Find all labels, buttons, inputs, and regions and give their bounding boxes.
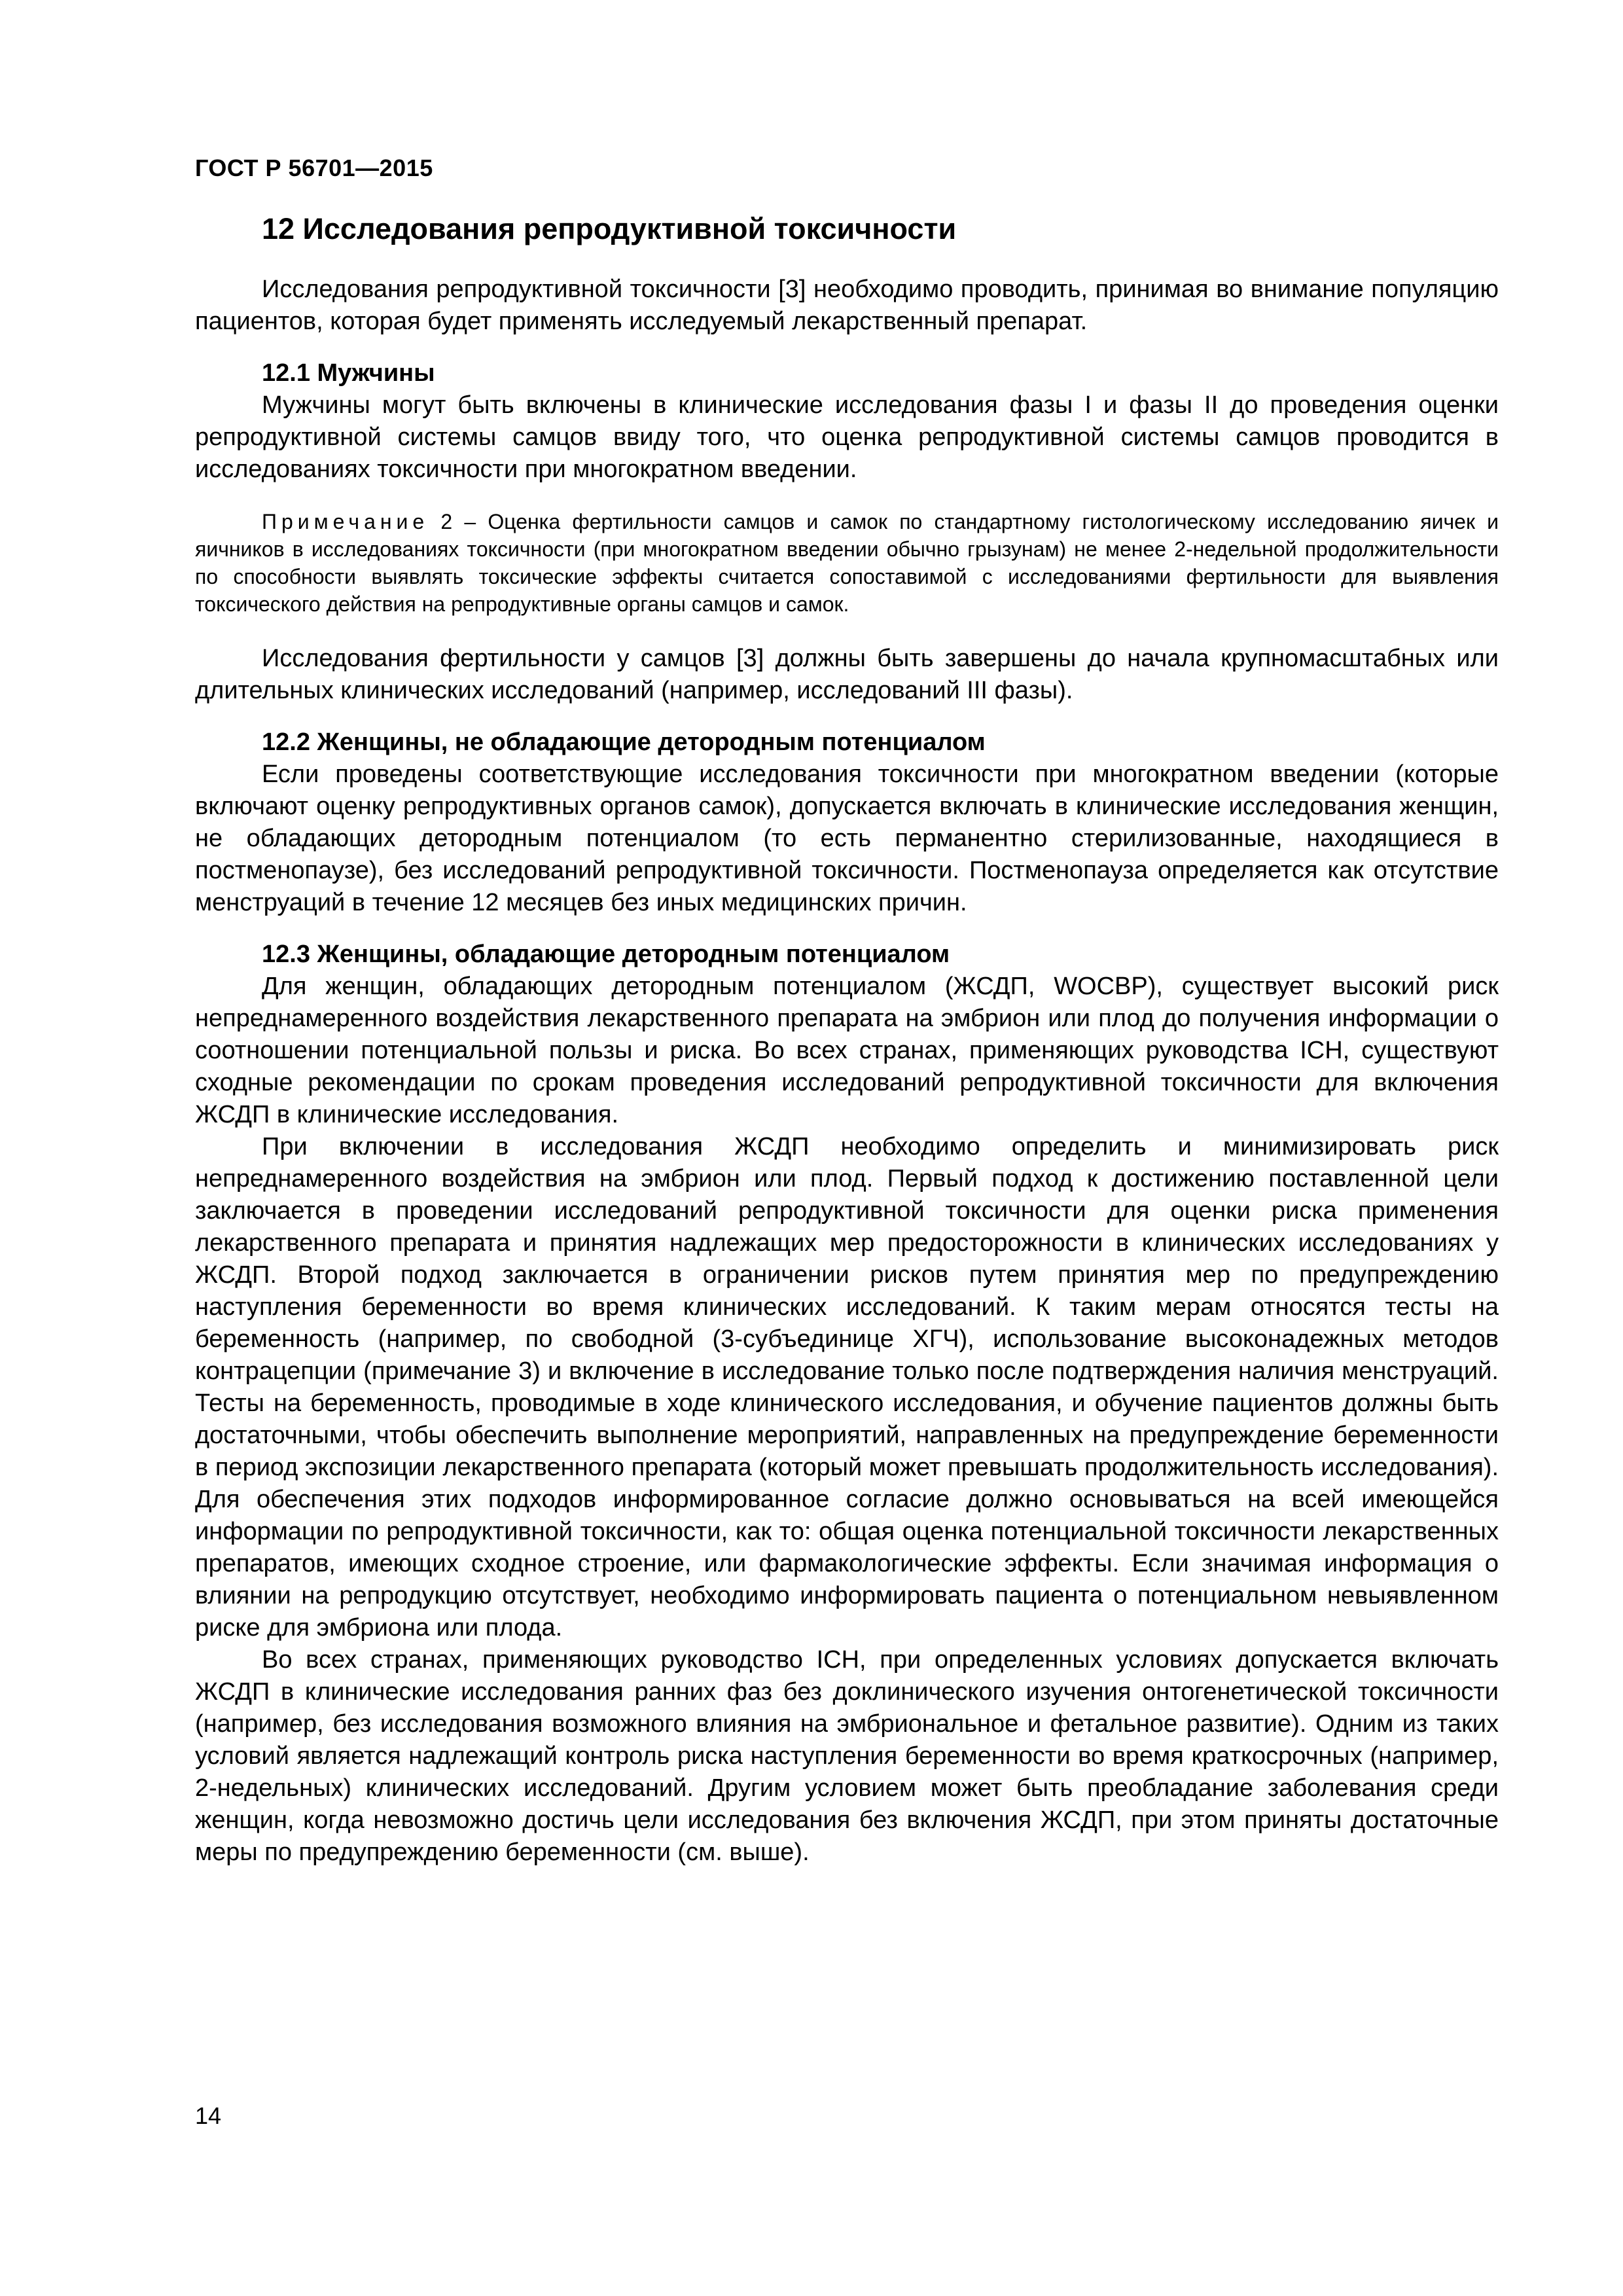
- subsection-women-childbearing: [195, 939, 1499, 1869]
- page-content: [195, 211, 1499, 1869]
- note-2: [195, 508, 1499, 618]
- women-childbearing-paragraph-2: При включении в исследования ЖСДП необходимо определить и минимизировать риск непреднамеренного воздействия на эмбрион или плод. Первый подход к достижению поставленной цели заключается в проведении исследований репродуктивной токсичности для оценки риска применения лекарственного препарата и принятия надлежащих мер предосторожности в клинических исследованиях у ЖСДП. Второй подход заключается в ограничении рисков путем принятия мер по предупреждению наступления беременности во время клинических исследований. К таким мерам относятся тесты на беременность (например, по свободной (3-субъединице ХГЧ), использование высоконадежных методов контрацепции (примечание 3) и включение в исследование только после подтверждения наличия менструаций. Тесты на беременность, проводимые в ходе клинического исследования, и обучение пациентов должны быть достаточными, чтобы обеспечить выполнение мероприятий, направленных на предупреждение беременности в период экспозиции лекарственного препарата (который может превышать продолжительность исследования). Для обеспечения этих подходов информированное согласие должно основываться на всей имеющейся информации по репродуктивной токсичности, как то: общая оценка потенциальной токсичности лекарственных препаратов, имеющих сходное строение, или фармакологические эффекты. Если значимая информация о влиянии на репродукцию отсутствует, необходимо информировать пациента о потенциальном невыявленном риске для эмбриона или плода.: [195, 1133, 1499, 1641]
- women-childbearing-paragraph-1: Для женщин, обладающих детородным потенциалом (ЖСДП, WOCBP), существует высокий риск непреднамеренного воздействия лекарственного препарата на эмбрион или плод до получения информации о соотношении потенциальной пользы и риска. Во всех странах, применяющих руководства ICH, существуют сходные рекомендации по срокам проведения исследований репродуктивной токсичности для включения ЖСДП в клинические исследования.: [195, 973, 1499, 1128]
- note-text: 2 – Оценка фертильности самцов и самок по стандартному гистологическому исследованию яичек и яичников в исследованиях токсичности (при многократном введении обычно грызунам) не менее 2-недельной продолжительности по способности выявлять токсические эффекты считается сопоставимой с исследованиями фертильности для выявления токсического действия на репродуктивные органы самцов и самок.: [195, 510, 1499, 616]
- men-paragraph-1: Мужчины могут быть включены в клинические исследования фазы I и фазы II до проведения оценки репродуктивной системы самцов ввиду того, что оценка репродуктивной системы самцов проводится в исследованиях токсичности при многократном введении.: [195, 391, 1499, 483]
- standard-designation: ГОСТ Р 56701—2015: [195, 154, 433, 181]
- subsection-heading-men: 12.1 Мужчины: [262, 359, 435, 387]
- section-intro-paragraph: Исследования репродуктивной токсичности [3] необходимо проводить, принимая во внимание популяцию пациентов, которая будет применять исследуемый лекарственный препарат.: [195, 276, 1499, 335]
- page-number: 14: [195, 2102, 222, 2129]
- women-childbearing-paragraph-3: Во всех странах, применяющих руководство ICH, при определенных условиях допускается включать ЖСДП в клинические исследования ранних фаз без доклинического изучения онтогенетической токсичности (например, без исследования возможного влияния на эмбриональное и фетальное развитие). Одним из таких условий является надлежащий контроль риска наступления беременности во время краткосрочных (например, 2-недельных) клинических исследований. Другим условием может быть преобладание заболевания среди женщин, когда невозможно достичь цели исследования без включения ЖСДП, при этом приняты достаточные меры по предупреждению беременности (см. выше).: [195, 1646, 1499, 1866]
- men-paragraph-2: Исследования фертильности у самцов [3] должны быть завершены до начала крупномасштабных или длительных клинических исследований (например, исследований III фазы).: [195, 645, 1499, 704]
- subsection-heading-women-childbearing: 12.3 Женщины, обладающие детородным потенциалом: [262, 941, 950, 968]
- women-non-childbearing-paragraph: Если проведены соответствующие исследования токсичности при многократном введении (которые включают оценку репродуктивных органов самок), допускается включать в клинические исследования женщин, не обладающих детородным потенциалом (то есть перманентно стерилизованные, находящиеся в постменопаузе), без исследований репродуктивной токсичности. Постменопауза определяется как отсутствие менструаций в течение 12 месяцев без иных медицинских причин.: [195, 761, 1499, 916]
- section-title: 12 Исследования репродуктивной токсичности: [262, 212, 957, 245]
- subsection-women-non-childbearing: [195, 726, 1499, 919]
- subsection-men: [195, 357, 1499, 707]
- note-label: Примечание: [262, 510, 429, 533]
- subsection-heading-women-non-childbearing: 12.2 Женщины, не обладающие детородным потенциалом: [262, 728, 986, 756]
